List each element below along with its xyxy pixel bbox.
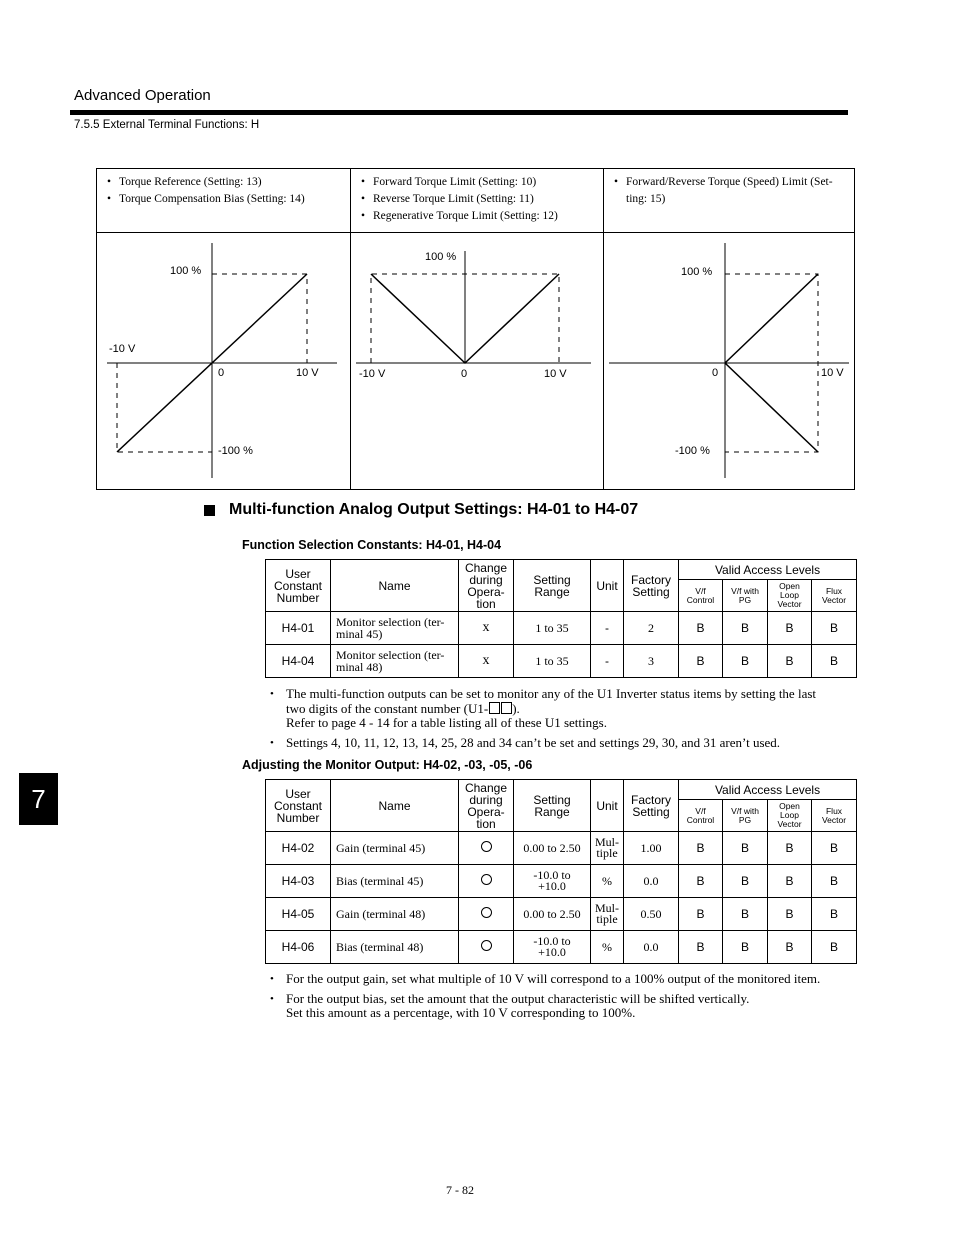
label-100-percent: 100 % — [681, 266, 713, 278]
header-user-constant: User Constant Number — [266, 560, 331, 612]
circle-icon — [481, 841, 492, 852]
cell-unit: Mul- tiple — [591, 832, 624, 865]
cell-factory: 2 — [624, 612, 679, 645]
cell-factory: 1.00 — [624, 832, 679, 865]
figure-caption — [351, 169, 604, 233]
note-item: • For the output bias, set the amount that the output characteristic will be shifted vertically. Set this amount as a percentage, with 10 V corresponding to 100%. — [268, 992, 868, 1021]
figure-caption — [604, 169, 855, 233]
cell-level: B — [679, 832, 723, 865]
cell-change: x — [459, 612, 514, 645]
table-row — [266, 865, 857, 898]
section-heading: Multi-function Analog Output Settings: H4-01 to H4-07 — [229, 501, 639, 518]
cell-change — [459, 865, 514, 898]
note-item: • For the output gain, set what multiple of 10 V will correspond to a 100% output of the monitored item. — [268, 972, 868, 987]
caption-item: • Forward Torque Limit (Setting: 10) — [361, 174, 598, 191]
section-marker-icon — [204, 505, 215, 516]
cell-level: B — [679, 898, 723, 931]
cell-number: H4-04 — [266, 645, 331, 678]
cell-level: B — [768, 931, 812, 964]
cell-number: H4-06 — [266, 931, 331, 964]
header-rule — [70, 110, 848, 115]
header-change-during-operation: Change during Opera- tion — [459, 780, 514, 832]
cell-range: 0.00 to 2.50 — [514, 832, 591, 865]
cell-unit: - — [591, 612, 624, 645]
table2-title: Adjusting the Monitor Output: H4-02, -03, -05, -06 — [242, 758, 533, 772]
cell-factory: 0.0 — [624, 865, 679, 898]
cell-number: H4-01 — [266, 612, 331, 645]
function-selection-table — [265, 559, 857, 678]
cell-level: B — [723, 645, 768, 678]
torque-characteristic-figure — [96, 168, 855, 490]
cell-level: B — [723, 612, 768, 645]
label-minus-100-percent: -100 % — [218, 445, 253, 457]
label-100-percent: 100 % — [170, 265, 202, 277]
placeholder-box-icon — [501, 702, 512, 714]
header-open-loop-vector: Open Loop Vector — [768, 800, 812, 832]
cell-level: B — [812, 865, 857, 898]
cell-level: B — [768, 645, 812, 678]
header-vf-control: V/f Control — [679, 580, 723, 612]
cell-change — [459, 931, 514, 964]
circle-icon — [481, 940, 492, 951]
cell-number: H4-03 — [266, 865, 331, 898]
header-vf-with-pg: V/f with PG — [723, 800, 768, 832]
cell-name: Monitor selection (ter- minal 45) — [331, 612, 459, 645]
table-row — [266, 898, 857, 931]
cell-number: H4-02 — [266, 832, 331, 865]
label-minus-10v: -10 V — [109, 343, 136, 355]
header-flux-vector: Flux Vector — [812, 800, 857, 832]
caption-item: • Regenerative Torque Limit (Setting: 12) — [361, 208, 598, 225]
cell-range: 0.00 to 2.50 — [514, 898, 591, 931]
cell-level: B — [723, 931, 768, 964]
cell-level: B — [723, 898, 768, 931]
table1-title: Function Selection Constants: H4-01, H4-04 — [242, 538, 502, 552]
label-10v: 10 V — [821, 367, 844, 379]
cell-level: B — [812, 898, 857, 931]
cell-level: B — [768, 865, 812, 898]
cell-number: H4-05 — [266, 898, 331, 931]
cell-unit: % — [591, 931, 624, 964]
label-minus-10v: -10 V — [359, 368, 386, 380]
cell-level: B — [679, 612, 723, 645]
table-row — [266, 612, 857, 645]
table-row — [266, 645, 857, 678]
cell-name: Gain (terminal 45) — [331, 832, 459, 865]
monitor-output-table — [265, 779, 857, 964]
note-item: • Settings 4, 10, 11, 12, 13, 14, 25, 28 and 34 can’t be set and settings 29, 30, and 31 aren’t used. — [268, 736, 868, 751]
figure-caption — [97, 169, 350, 233]
cell-range: 1 to 35 — [514, 612, 591, 645]
figure-column-torque-reference — [97, 169, 350, 489]
figure-column-torque-limit — [350, 169, 604, 489]
cell-change: x — [459, 645, 514, 678]
notes-gain-bias — [268, 972, 868, 1026]
header-vf-control: V/f Control — [679, 800, 723, 832]
cell-factory: 3 — [624, 645, 679, 678]
header-name: Name — [331, 780, 459, 832]
caption-item: • Torque Compensation Bias (Setting: 14) — [107, 191, 344, 208]
placeholder-box-icon — [489, 702, 500, 714]
figure-column-fwd-rev-limit — [603, 169, 855, 489]
cell-factory: 0.0 — [624, 931, 679, 964]
chapter-tab: 7 — [19, 773, 58, 825]
graph-torque-reference — [97, 233, 350, 489]
header-title: Advanced Operation — [74, 87, 211, 104]
cell-name: Bias (terminal 45) — [331, 865, 459, 898]
cell-level: B — [768, 898, 812, 931]
header-setting-range: Setting Range — [514, 780, 591, 832]
header-factory-setting: Factory Setting — [624, 780, 679, 832]
header-subtitle: 7.5.5 External Terminal Functions: H — [74, 119, 260, 131]
header-user-constant: User Constant Number — [266, 780, 331, 832]
cell-level: B — [768, 832, 812, 865]
header-open-loop-vector: Open Loop Vector — [768, 580, 812, 612]
caption-item: • Torque Reference (Setting: 13) — [107, 174, 344, 191]
cell-range: 1 to 35 — [514, 645, 591, 678]
cell-level: B — [723, 865, 768, 898]
cell-unit: % — [591, 865, 624, 898]
table-row — [266, 832, 857, 865]
graph-fwd-rev-limit — [604, 233, 855, 489]
circle-icon — [481, 874, 492, 885]
cell-change — [459, 832, 514, 865]
cell-level: B — [768, 612, 812, 645]
caption-item: • Reverse Torque Limit (Setting: 11) — [361, 191, 598, 208]
cell-level: B — [723, 832, 768, 865]
notes-monitor-selection — [268, 687, 868, 755]
page-number: 7 - 82 — [446, 1183, 474, 1197]
header-flux-vector: Flux Vector — [812, 580, 857, 612]
cell-level: B — [812, 612, 857, 645]
cell-level: B — [679, 931, 723, 964]
cell-unit: Mul- tiple — [591, 898, 624, 931]
table-row — [266, 931, 857, 964]
cell-change — [459, 898, 514, 931]
label-100-percent: 100 % — [425, 251, 457, 263]
label-origin: 0 — [218, 367, 225, 379]
cell-name: Bias (terminal 48) — [331, 931, 459, 964]
cell-factory: 0.50 — [624, 898, 679, 931]
header-vf-with-pg: V/f with PG — [723, 580, 768, 612]
header-valid-access-levels: Valid Access Levels — [679, 560, 857, 580]
graph-torque-limit — [351, 233, 604, 489]
header-factory-setting: Factory Setting — [624, 560, 679, 612]
cell-level: B — [812, 645, 857, 678]
cell-range: -10.0 to +10.0 — [514, 865, 591, 898]
label-origin: 0 — [712, 367, 719, 379]
cell-name: Monitor selection (ter- minal 48) — [331, 645, 459, 678]
header-valid-access-levels: Valid Access Levels — [679, 780, 857, 800]
label-minus-100-percent: -100 % — [675, 445, 710, 457]
label-10v: 10 V — [544, 368, 567, 380]
cell-unit: - — [591, 645, 624, 678]
cell-level: B — [679, 645, 723, 678]
cell-name: Gain (terminal 48) — [331, 898, 459, 931]
header-change-during-operation: Change during Opera- tion — [459, 560, 514, 612]
header-unit: Unit — [591, 780, 624, 832]
cell-level: B — [812, 832, 857, 865]
cell-level: B — [812, 931, 857, 964]
cell-level: B — [679, 865, 723, 898]
label-origin: 0 — [461, 368, 468, 380]
cell-range: -10.0 to +10.0 — [514, 931, 591, 964]
header-name: Name — [331, 560, 459, 612]
note-item: • The multi-function outputs can be set to monitor any of the U1 Inverter status items by setting the last two digits of the constant number (U1- ). Refer to page 4 - 14 for a table listing all of these U1 settings. — [268, 687, 868, 731]
header-unit: Unit — [591, 560, 624, 612]
caption-item: • Forward/Reverse Torque (Speed) Limit (Set- ting: 15) — [614, 174, 849, 208]
header-setting-range: Setting Range — [514, 560, 591, 612]
circle-icon — [481, 907, 492, 918]
label-10v: 10 V — [296, 367, 319, 379]
